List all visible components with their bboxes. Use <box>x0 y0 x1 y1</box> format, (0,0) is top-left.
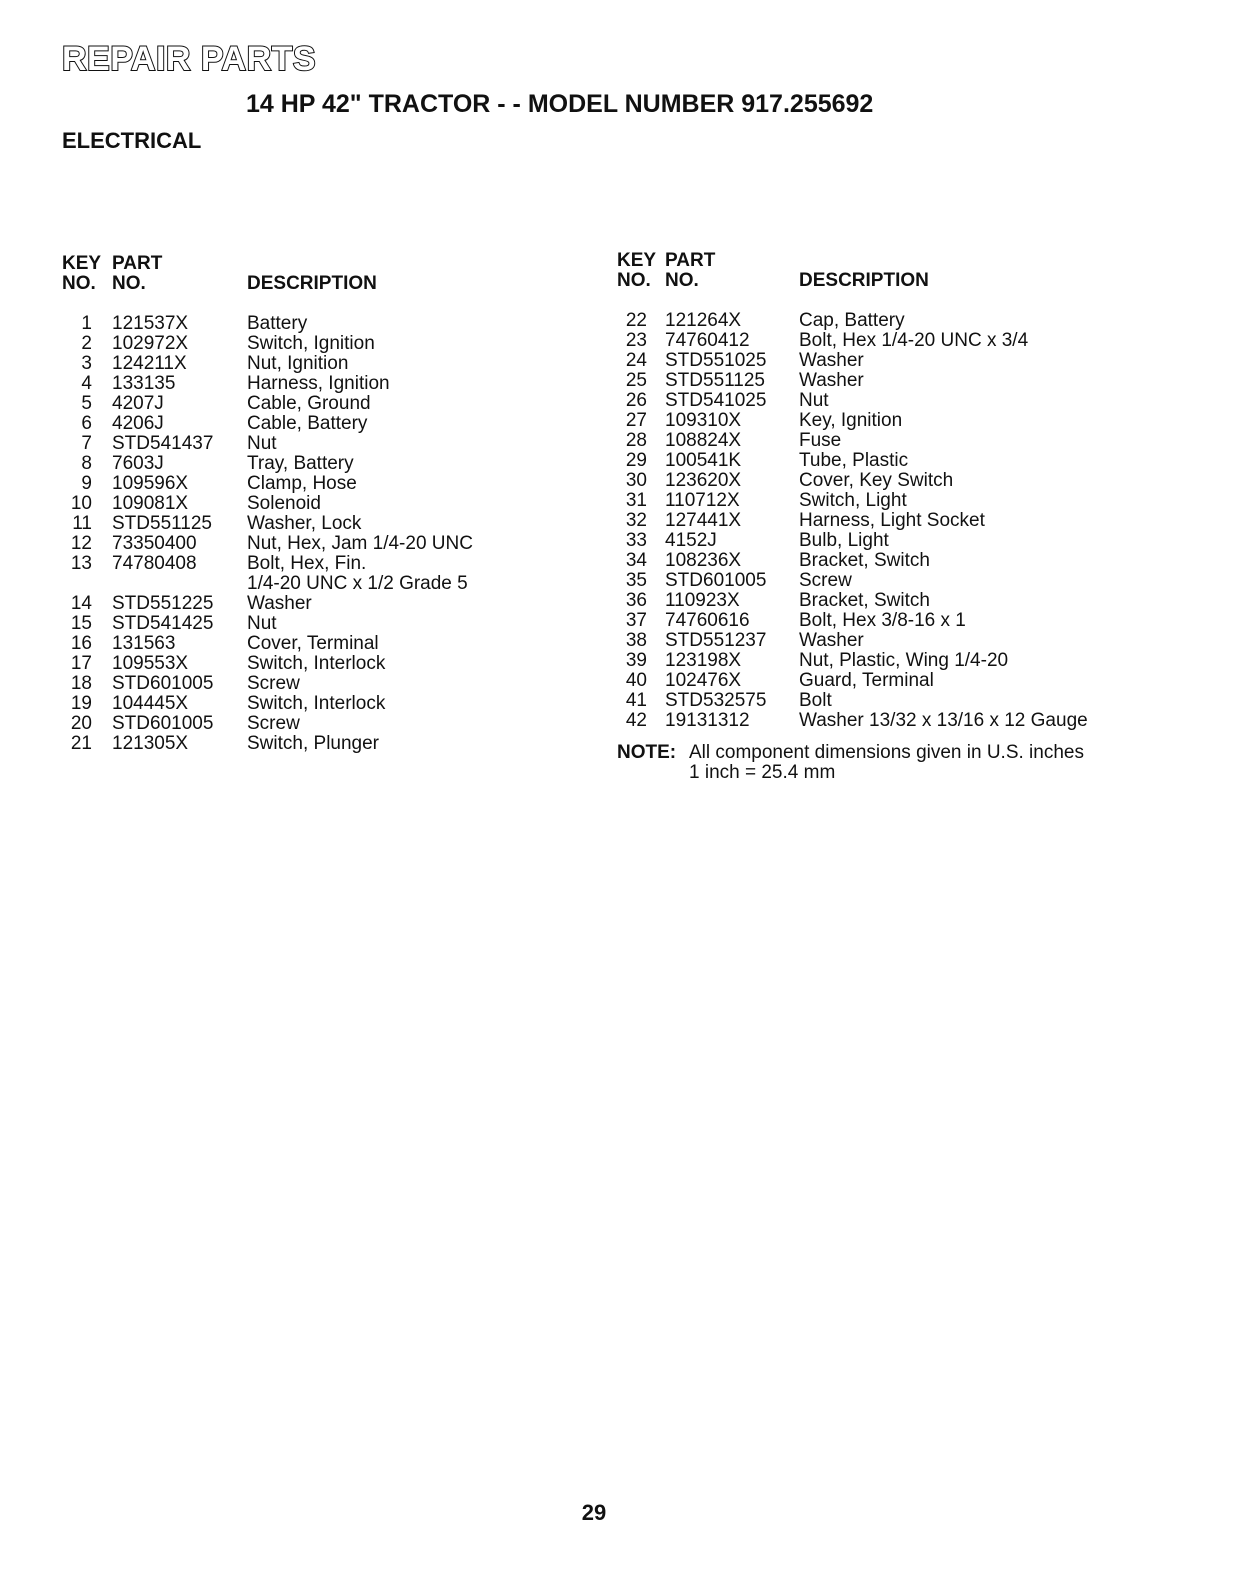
table-row <box>62 594 582 614</box>
part-number: 104445X <box>112 693 189 714</box>
part-description: Nut <box>799 390 829 411</box>
part-description: Washer <box>799 370 864 391</box>
key-number: 25 <box>625 370 647 391</box>
part-number: STD541437 <box>112 433 214 454</box>
part-description: Bracket, Switch <box>799 590 930 611</box>
part-number: 73350400 <box>112 533 197 554</box>
part-description: Harness, Light Socket <box>799 510 985 531</box>
part-number: STD551225 <box>112 593 214 614</box>
parts-rows <box>62 314 582 754</box>
part-number: STD551025 <box>665 350 767 371</box>
part-number: 133135 <box>112 373 176 394</box>
key-number: 41 <box>625 690 647 711</box>
key-number: 9 <box>81 473 92 494</box>
part-description: Bulb, Light <box>799 530 889 551</box>
part-description: Cover, Terminal <box>247 633 379 654</box>
table-row <box>617 431 1177 451</box>
table-row <box>62 674 582 694</box>
key-number: 28 <box>625 430 647 451</box>
table-row <box>62 734 582 754</box>
key-number: 40 <box>625 670 647 691</box>
part-description: Washer <box>247 593 312 614</box>
key-number: 32 <box>625 510 647 531</box>
table-row <box>617 591 1177 611</box>
part-description: Washer 13/32 x 13/16 x 12 Gauge <box>799 710 1088 731</box>
key-number: 29 <box>625 450 647 471</box>
part-number: 109310X <box>665 410 742 431</box>
table-row <box>617 531 1177 551</box>
part-number: 123198X <box>665 650 742 671</box>
part-description: Bracket, Switch <box>799 550 930 571</box>
key-no-header: NO. <box>617 270 651 291</box>
part-number: 121264X <box>665 310 742 331</box>
part-number: 7603J <box>112 453 164 474</box>
key-number: 27 <box>625 410 647 431</box>
key-number: 36 <box>625 590 647 611</box>
key-number: 30 <box>625 470 647 491</box>
part-number: 124211X <box>112 353 187 374</box>
table-row <box>62 534 582 554</box>
part-number: 4207J <box>112 393 164 414</box>
table-row <box>617 371 1177 391</box>
part-description: Washer, Lock <box>247 513 362 534</box>
table-row <box>617 571 1177 591</box>
part-description: Switch, Interlock <box>247 653 386 674</box>
key-number: 23 <box>625 330 647 351</box>
table-row <box>62 394 582 414</box>
part-description: Switch, Interlock <box>247 693 386 714</box>
key-number: 42 <box>625 710 647 731</box>
key-number: 37 <box>625 610 647 631</box>
part-number: STD551125 <box>665 370 765 391</box>
part-description: Bolt, Hex 1/4-20 UNC x 3/4 <box>799 330 1029 351</box>
table-row <box>617 611 1177 631</box>
key-number: 13 <box>70 553 92 574</box>
part-description: Cable, Battery <box>247 413 368 434</box>
table-row <box>617 451 1177 471</box>
table-row <box>617 691 1177 711</box>
key-number: 15 <box>70 613 92 634</box>
parts-list-right <box>617 251 1177 787</box>
key-number: 24 <box>625 350 647 371</box>
table-row <box>617 711 1177 731</box>
part-number: 123620X <box>665 470 742 491</box>
key-number: 19 <box>70 693 92 714</box>
part-number: 109596X <box>112 473 189 494</box>
column-headers <box>617 251 1177 311</box>
description-header: DESCRIPTION <box>247 273 377 294</box>
description-header: DESCRIPTION <box>799 270 929 291</box>
table-row <box>617 311 1177 331</box>
part-number: STD601005 <box>112 713 214 734</box>
key-number: 7 <box>81 433 92 454</box>
table-row <box>62 414 582 434</box>
part-number: 74760412 <box>665 330 750 351</box>
key-number: 4 <box>81 373 92 394</box>
table-row <box>62 454 582 474</box>
part-description: Switch, Plunger <box>247 733 380 754</box>
table-row <box>62 334 582 354</box>
key-number: 12 <box>70 533 92 554</box>
key-number: 5 <box>81 393 92 414</box>
column-headers <box>62 254 582 314</box>
part-description: Bolt, Hex, Fin. <box>247 553 367 574</box>
note <box>617 743 1177 787</box>
key-number: 1 <box>81 313 92 334</box>
key-number: 21 <box>70 733 92 754</box>
table-row <box>62 714 582 734</box>
part-description: Guard, Terminal <box>799 670 934 691</box>
parts-list-left <box>62 254 582 754</box>
table-row <box>62 574 582 594</box>
part-description: Nut, Ignition <box>247 353 349 374</box>
table-row <box>62 474 582 494</box>
key-number: 31 <box>625 490 647 511</box>
part-description: Key, Ignition <box>799 410 903 431</box>
table-row <box>62 634 582 654</box>
part-no-header: NO. <box>112 273 146 294</box>
table-row <box>62 494 582 514</box>
table-row <box>62 514 582 534</box>
table-row <box>617 351 1177 371</box>
key-number: 39 <box>625 650 647 671</box>
part-no-header: NO. <box>665 270 699 291</box>
note-conversion: 1 inch = 25.4 mm <box>689 762 836 783</box>
table-row <box>62 654 582 674</box>
part-description: Battery <box>247 313 308 334</box>
part-description: Washer <box>799 630 864 651</box>
part-description: Nut, Hex, Jam 1/4-20 UNC <box>247 533 473 554</box>
table-row <box>62 554 582 574</box>
part-description: Clamp, Hose <box>247 473 357 494</box>
part-description: Switch, Ignition <box>247 333 375 354</box>
part-number: 74760616 <box>665 610 750 631</box>
part-description: Cable, Ground <box>247 393 371 414</box>
part-number: 100541K <box>665 450 742 471</box>
part-number: STD601005 <box>112 673 214 694</box>
table-row <box>617 411 1177 431</box>
part-number: 131563 <box>112 633 176 654</box>
part-number: 74780408 <box>112 553 197 574</box>
note-text: All component dimensions given in U.S. inches <box>689 742 1084 763</box>
part-number: 121537X <box>112 313 189 334</box>
part-number: 102476X <box>665 670 742 691</box>
part-number: 127441X <box>665 510 742 531</box>
part-number: STD601005 <box>665 570 767 591</box>
part-description: Screw <box>247 713 300 734</box>
model-subtitle: 14 HP 42" TRACTOR - - MODEL NUMBER 917.255692 <box>246 90 874 118</box>
part-number: 109081X <box>112 493 189 514</box>
table-row <box>617 651 1177 671</box>
table-row <box>617 671 1177 691</box>
table-row <box>617 491 1177 511</box>
part-description: Cap, Battery <box>799 310 905 331</box>
part-description: Washer <box>799 350 864 371</box>
part-number: 109553X <box>112 653 189 674</box>
key-number: 26 <box>625 390 647 411</box>
key-no-header: NO. <box>62 273 96 294</box>
part-number: 102972X <box>112 333 189 354</box>
table-row <box>62 694 582 714</box>
key-number: 2 <box>81 333 92 354</box>
table-row <box>62 314 582 334</box>
key-number: 10 <box>70 493 92 514</box>
table-row <box>62 354 582 374</box>
key-number: 14 <box>70 593 92 614</box>
part-description: 1/4-20 UNC x 1/2 Grade 5 <box>247 573 468 594</box>
key-number: 22 <box>625 310 647 331</box>
part-number: 4206J <box>112 413 164 434</box>
key-number: 38 <box>625 630 647 651</box>
table-row <box>617 631 1177 651</box>
section-heading: ELECTRICAL <box>62 128 202 153</box>
part-number: 4152J <box>665 530 717 551</box>
table-row <box>62 614 582 634</box>
part-number: STD541025 <box>665 390 767 411</box>
note-label: NOTE: <box>617 742 677 763</box>
key-header: KEY <box>617 250 657 271</box>
key-number: 33 <box>625 530 647 551</box>
part-description: Fuse <box>799 430 842 451</box>
table-row <box>617 471 1177 491</box>
key-number: 35 <box>625 570 647 591</box>
part-header: PART <box>665 250 716 271</box>
part-number: STD551237 <box>665 630 767 651</box>
parts-rows <box>617 311 1177 731</box>
key-number: 34 <box>625 550 647 571</box>
part-description: Solenoid <box>247 493 321 514</box>
part-number: 110712X <box>665 490 740 511</box>
part-number: 110923X <box>665 590 740 611</box>
part-description: Nut <box>247 433 277 454</box>
part-description: Bolt, Hex 3/8-16 x 1 <box>799 610 966 631</box>
table-row <box>62 434 582 454</box>
key-header: KEY <box>62 253 102 274</box>
part-number: STD532575 <box>665 690 767 711</box>
part-description: Screw <box>247 673 300 694</box>
part-header: PART <box>112 253 163 274</box>
table-row <box>617 331 1177 351</box>
page-number: 29 <box>581 1500 607 1525</box>
table-row <box>617 551 1177 571</box>
part-description: Switch, Light <box>799 490 907 511</box>
part-number: STD551125 <box>112 513 212 534</box>
part-description: Tube, Plastic <box>799 450 909 471</box>
key-number: 18 <box>70 673 92 694</box>
key-number: 3 <box>81 353 92 374</box>
part-description: Screw <box>799 570 852 591</box>
key-number: 11 <box>72 513 92 534</box>
table-row <box>617 511 1177 531</box>
part-number: 121305X <box>112 733 189 754</box>
part-number: STD541425 <box>112 613 214 634</box>
page-title: REPAIR PARTS <box>62 40 317 78</box>
key-number: 8 <box>81 453 92 474</box>
part-description: Tray, Battery <box>247 453 354 474</box>
key-number: 16 <box>70 633 92 654</box>
part-description: Harness, Ignition <box>247 373 390 394</box>
part-number: 19131312 <box>665 710 750 731</box>
part-description: Nut <box>247 613 277 634</box>
table-row <box>62 374 582 394</box>
part-description: Nut, Plastic, Wing 1/4-20 <box>799 650 1009 671</box>
part-description: Bolt <box>799 690 832 711</box>
part-description: Cover, Key Switch <box>799 470 954 491</box>
key-number: 20 <box>70 713 92 734</box>
key-number: 17 <box>70 653 92 674</box>
part-number: 108236X <box>665 550 742 571</box>
table-row <box>617 391 1177 411</box>
part-number: 108824X <box>665 430 742 451</box>
key-number: 6 <box>81 413 92 434</box>
